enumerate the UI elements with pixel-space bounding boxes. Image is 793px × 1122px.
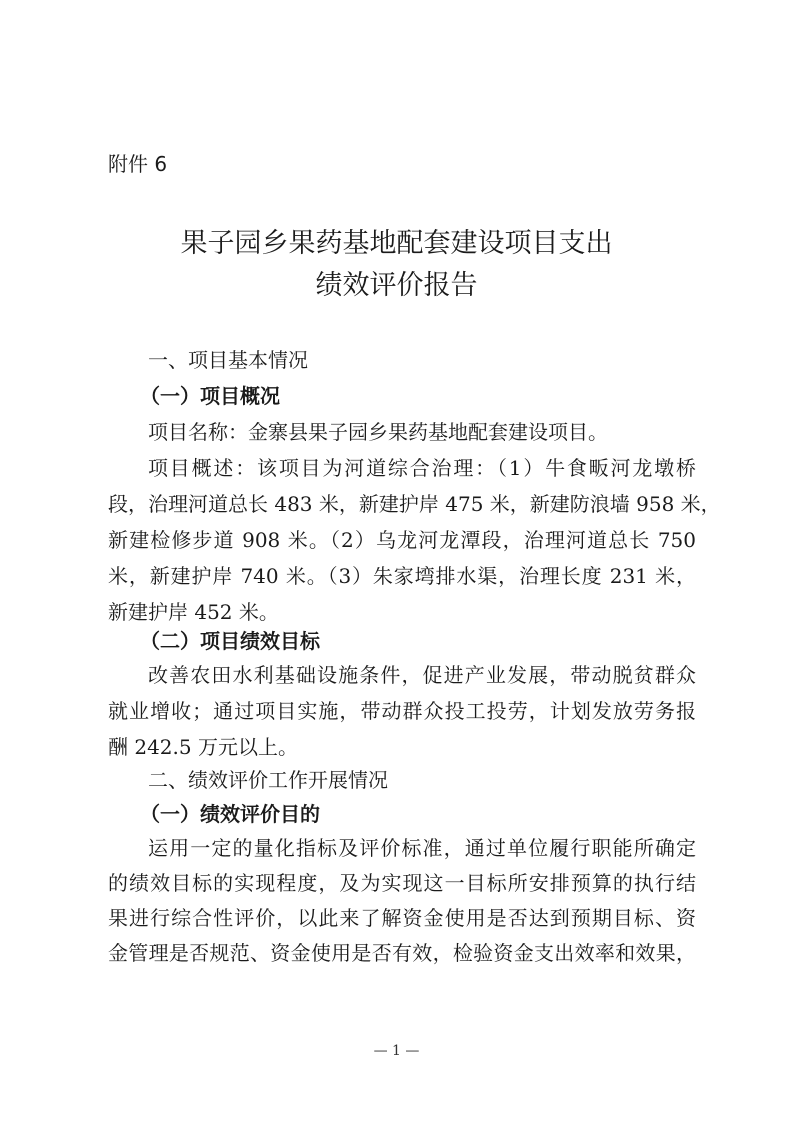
report-title-line-2: 绩效评价报告 [315, 270, 478, 301]
purpose-line: 的绩效目标的实现程度，及为实现这一目标所安排预算的执行结 [108, 871, 696, 895]
page-number: — 1 — [373, 1043, 420, 1059]
overview-line: 新建护岸 452 米。 [108, 600, 279, 624]
section-1-heading: 一、项目基本情况 [148, 348, 308, 372]
project-name-paragraph: 项目名称：金寨县果子园乡果药基地配套建设项目。 [148, 420, 608, 444]
overview-line: 新建检修步道 908 米。（2）乌龙河龙潭段，治理河道总长 750 [108, 528, 696, 552]
section-1-subheading-1: （一）项目概况 [140, 384, 280, 408]
goal-line: 酬 242.5 万元以上。 [108, 735, 298, 759]
purpose-line: 果进行综合性评价，以此来了解资金使用是否达到预期目标、资 [108, 906, 696, 930]
attachment-label: 附件 6 [108, 152, 168, 176]
overview-line: 段，治理河道总长 483 米，新建护岸 475 米，新建防浪墙 958 米， [108, 492, 721, 516]
purpose-line: 运用一定的量化指标及评价标准，通过单位履行职能所确定 [148, 836, 696, 860]
section-2-subheading-1: （一）绩效评价目的 [140, 802, 320, 826]
goal-line: 改善农田水利基础设施条件，促进产业发展，带动脱贫群众 [148, 663, 696, 687]
report-title-line-1: 果子园乡果药基地配套建设项目支出 [180, 228, 613, 259]
purpose-line: 金管理是否规范、资金使用是否有效，检验资金支出效率和效果， [108, 941, 696, 965]
section-2-heading: 二、绩效评价工作开展情况 [148, 768, 388, 792]
overview-line: 米，新建护岸 740 米。（3）朱家塆排水渠，治理长度 231 米， [108, 564, 696, 588]
section-1-subheading-2: （二）项目绩效目标 [140, 629, 320, 653]
overview-line: 项目概述：该项目为河道综合治理：（1）牛食畈河龙墩桥 [148, 456, 696, 480]
goal-line: 就业增收；通过项目实施，带动群众投工投劳，计划发放劳务报 [108, 699, 696, 723]
